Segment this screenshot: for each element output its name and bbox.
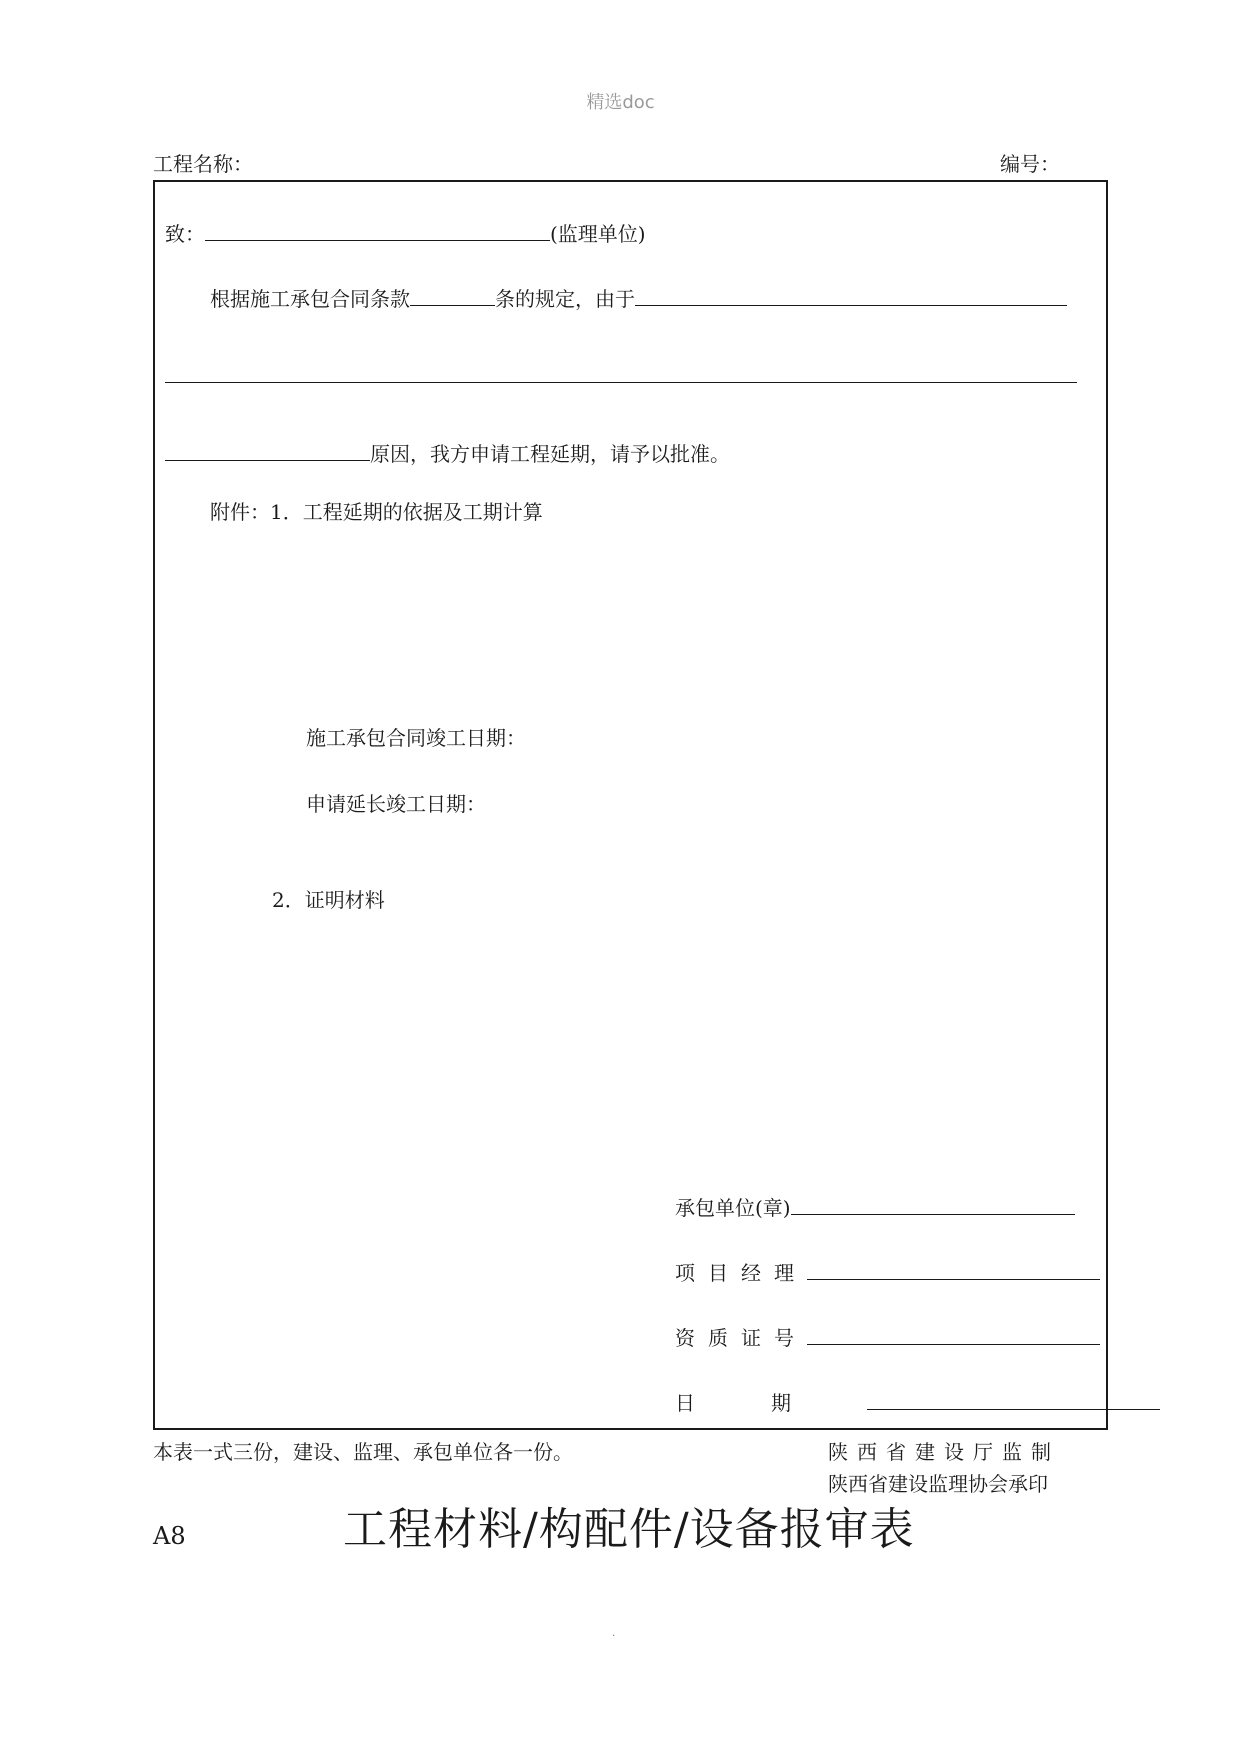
number-label: 编号： <box>1000 152 1060 176</box>
project-manager-label: 项目经理 <box>675 1261 807 1285</box>
attachment-1: 附件：1．工程延期的依据及工期计算 <box>210 500 543 524</box>
clause-number-blank[interactable] <box>410 285 495 306</box>
page-mark: . <box>612 1628 616 1639</box>
to-line <box>165 220 646 246</box>
reason-blank-2[interactable] <box>165 382 1077 383</box>
line1-middle: 条的规定，由于 <box>495 287 635 311</box>
supervised-by: 陕西省建设厅监制 <box>828 1440 1060 1464</box>
next-form-title: 工程材料/构配件/设备报审表 <box>343 1504 915 1555</box>
line3-suffix: 原因，我方申请工程延期，请予以批准。 <box>370 442 730 466</box>
reason-suffix-line <box>165 440 730 466</box>
signature-row-manager <box>675 1259 1100 1285</box>
attachment-2: 2．证明材料 <box>272 888 385 912</box>
qualification-number-label: 资质证号 <box>675 1326 807 1350</box>
contract-clause-line <box>210 285 1067 311</box>
contractor-seal-blank[interactable] <box>791 1194 1075 1215</box>
date-blank[interactable] <box>867 1389 1160 1410</box>
to-suffix: (监理单位) <box>550 222 646 246</box>
project-manager-blank[interactable] <box>807 1259 1100 1280</box>
application-form-box <box>153 180 1108 1430</box>
next-form-code: A8 <box>153 1522 186 1550</box>
date-label: 日期 <box>675 1391 867 1415</box>
contractor-seal-label: 承包单位(章) <box>675 1196 791 1220</box>
reason-blank-1[interactable] <box>635 285 1067 306</box>
signature-row-date <box>675 1389 1160 1415</box>
signature-row-contractor <box>675 1194 1075 1220</box>
signature-row-qualification <box>675 1324 1100 1350</box>
completion-date-label: 施工承包合同竣工日期： <box>306 726 526 750</box>
project-name-label: 工程名称： <box>153 152 253 176</box>
qualification-number-blank[interactable] <box>807 1324 1100 1345</box>
to-label: 致： <box>165 222 205 246</box>
header-watermark: 精选doc <box>586 92 655 113</box>
printed-by: 陕西省建设监理协会承印 <box>828 1472 1048 1496</box>
reason-blank-3[interactable] <box>165 440 370 461</box>
to-recipient-blank[interactable] <box>205 220 550 241</box>
extended-date-label: 申请延长竣工日期： <box>306 792 486 816</box>
line1-prefix: 根据施工承包合同条款 <box>210 287 410 311</box>
copies-note: 本表一式三份，建设、监理、承包单位各一份。 <box>153 1440 573 1464</box>
